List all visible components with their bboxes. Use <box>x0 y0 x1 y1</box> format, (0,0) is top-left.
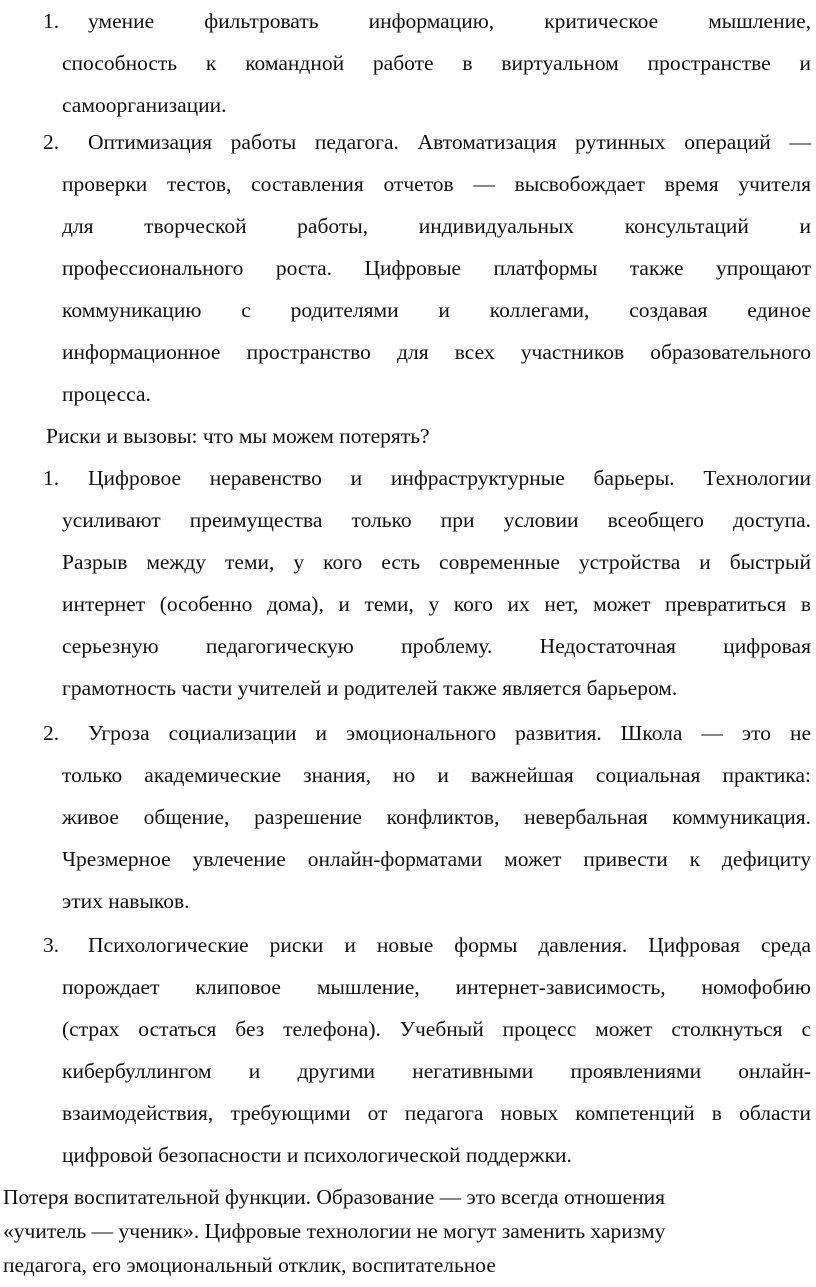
text-line: Оптимизация работы педагога. Автоматизация рутинных операций — <box>88 130 811 154</box>
text-line: самоорганизации. <box>62 93 227 117</box>
text-line: (страх остаться без телефона). Учебный процесс может столкнуться с <box>62 1017 811 1041</box>
text-line: серьезную педагогическую проблему. Недостаточная цифровая <box>62 634 811 658</box>
text-line: Психологические риски и новые формы давления. Цифровая среда <box>88 933 811 957</box>
section-heading: Риски и вызовы: что мы можем потерять? <box>46 424 430 448</box>
text-line: этих навыков. <box>62 889 190 913</box>
text-line: коммуникацию с родителями и коллегами, создавая единое <box>62 298 811 322</box>
text-line: усиливают преимущества только при условии всеобщего доступа. <box>62 508 811 532</box>
paragraph-text <box>62 121 811 415</box>
list-number: 2. <box>43 721 60 745</box>
text-line: проверки тестов, составления отчетов — высвобождает время учителя <box>62 172 811 196</box>
text-line: Угроза социализации и эмоционального развития. Школа — это не <box>88 721 811 745</box>
text-line: процесса. <box>62 382 151 406</box>
paragraph-text <box>62 924 811 1176</box>
list-number: 1. <box>43 9 60 33</box>
paragraph-text <box>62 0 811 126</box>
paragraph-text <box>62 457 811 709</box>
text-line: для творческой работы, индивидуальных консультаций и <box>62 214 811 238</box>
text-line: профессионального роста. Цифровые платформы также упрощают <box>62 256 811 280</box>
text-line: Цифровое неравенство и инфраструктурные барьеры. Технологии <box>88 466 811 490</box>
text-line: умение фильтровать информацию, критическое мышление, <box>88 9 811 33</box>
text-line: Потеря воспитательной функции. Образование — это всегда отношения <box>3 1185 666 1209</box>
text-line: «учитель — ученик». Цифровые технологии не могут заменить харизму <box>3 1219 666 1243</box>
text-line: цифровой безопасности и психологической поддержки. <box>62 1143 572 1167</box>
text-line: взаимодействия, требующими от педагога новых компетенций в области <box>62 1101 811 1125</box>
text-line: педагога, его эмоциональный отклик, воспитательное <box>3 1253 496 1277</box>
list-number: 1. <box>43 466 60 490</box>
text-line: интернет (особенно дома), и теми, у кого их нет, может превратиться в <box>62 592 811 616</box>
paragraph-text <box>62 712 811 922</box>
text-line: порождает клиповое мышление, интернет-зависимость, номофобию <box>62 975 811 999</box>
text-line: информационное пространство для всех участников образовательного <box>62 340 811 364</box>
closing-paragraph <box>3 1180 806 1282</box>
list-number: 3. <box>43 933 60 957</box>
list-number: 2. <box>43 130 60 154</box>
text-line: Разрыв между теми, у кого есть современные устройства и быстрый <box>62 550 811 574</box>
text-line: способность к командной работе в виртуальном пространстве и <box>62 51 811 75</box>
text-line: живое общение, разрешение конфликтов, невербальная коммуникация. <box>62 805 811 829</box>
text-line: Чрезмерное увлечение онлайн-форматами может привести к дефициту <box>62 847 811 871</box>
text-line: грамотность части учителей и родителей также является барьером. <box>62 676 678 700</box>
text-line: только академические знания, но и важнейшая социальная практика: <box>62 763 811 787</box>
text-line: кибербуллингом и другими негативными проявлениями онлайн- <box>62 1059 811 1083</box>
